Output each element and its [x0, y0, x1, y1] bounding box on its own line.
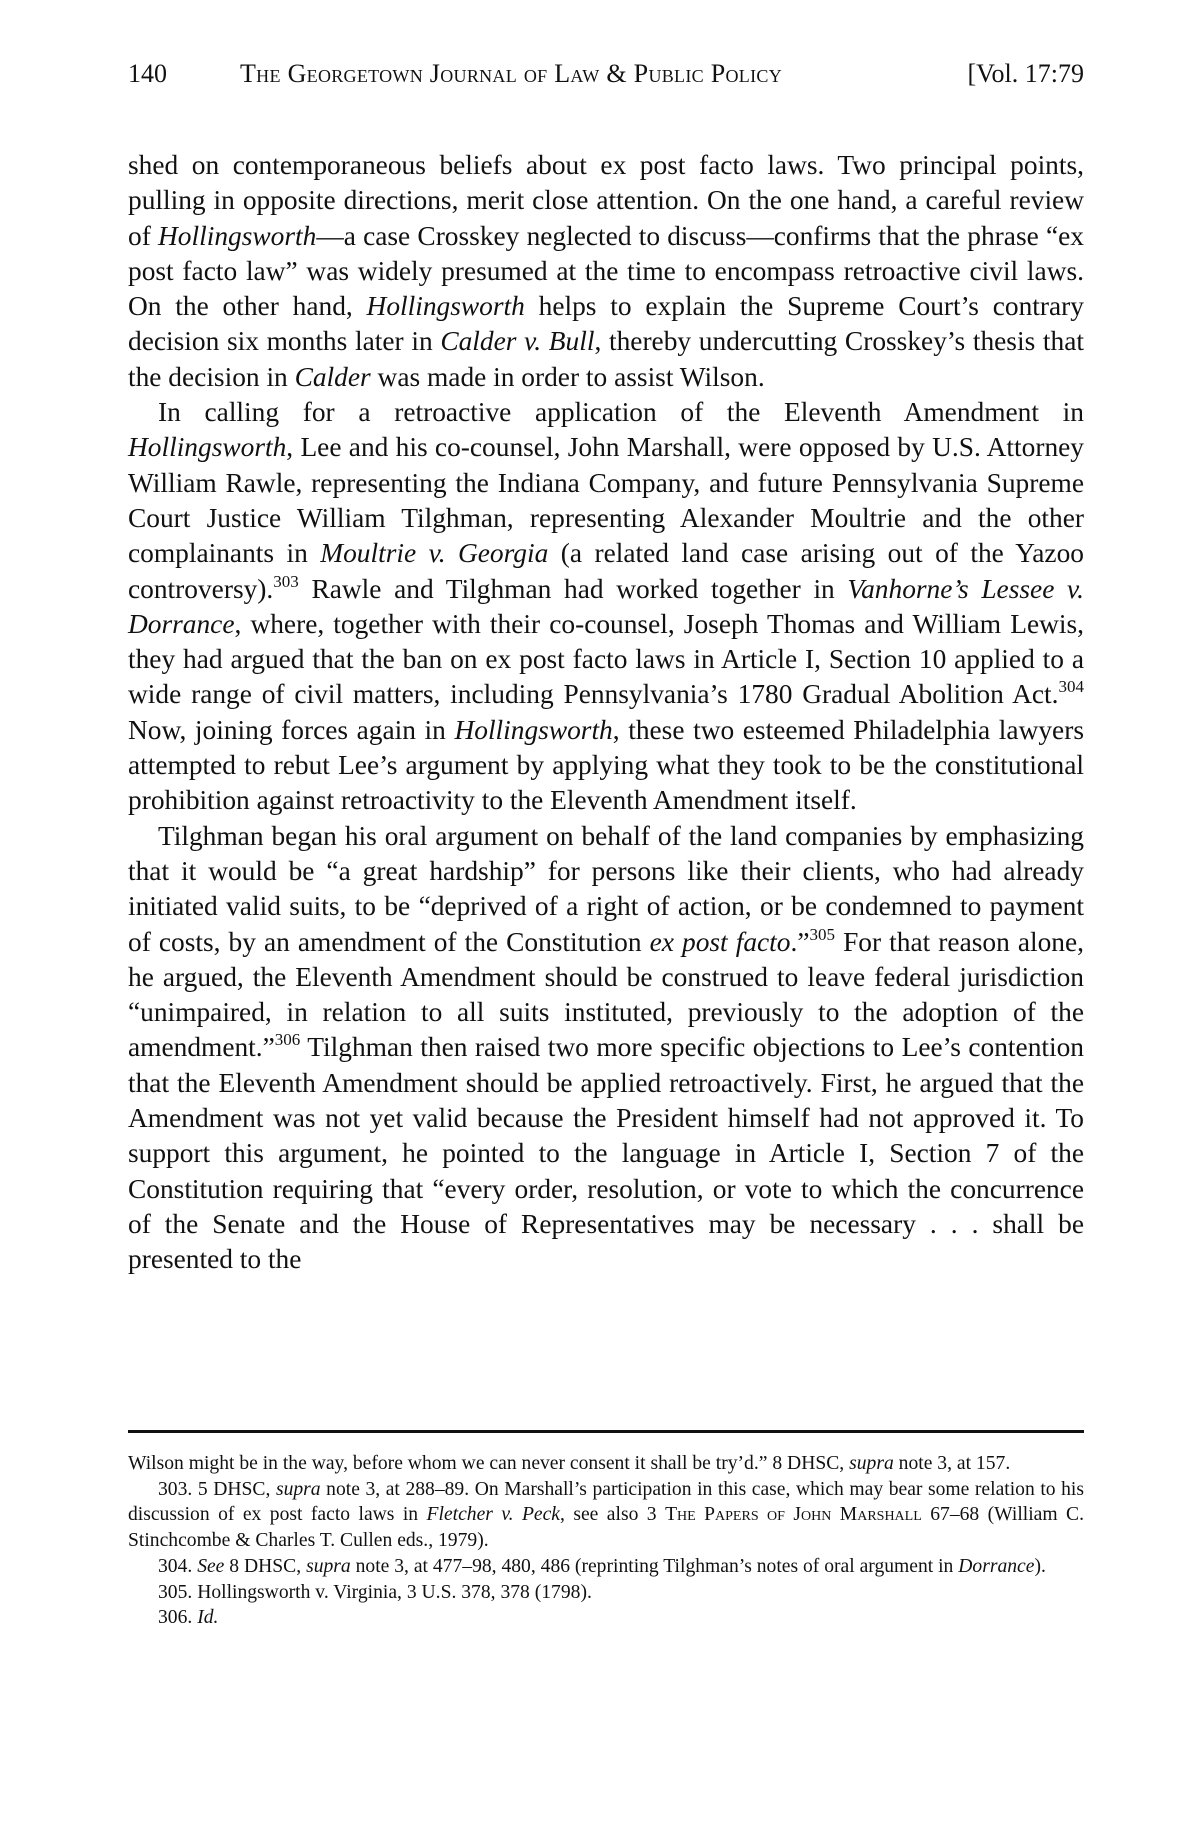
paragraph [128, 395, 1084, 819]
text-run: (a related land case arising out of the Yazoo controversy). [128, 538, 1084, 604]
book-title: The Papers of John Marshall [665, 1504, 922, 1526]
text-run: note 3, at 477–98, 480, 486 (reprinting Tilghman’s notes of oral argument in [350, 1555, 959, 1577]
volume-citation: [Vol. 17:79 [967, 59, 1084, 88]
footnote [128, 1451, 1084, 1477]
text-run: 304. [158, 1555, 198, 1577]
footnote-marker: 303 [273, 571, 299, 591]
paragraph [128, 148, 1084, 395]
case-name: Moultrie v. Georgia [320, 538, 549, 569]
text-run: , Lee and his co-counsel, John Marshall, were opposed by U.S. Attorney William Rawle, representing the Indiana Company, and future Pennsylvania Supreme Court Justice William Tilghman, representing Alexander Moultrie and the other complainants in [128, 432, 1084, 569]
footnote-divider [128, 1430, 1084, 1433]
case-name: Calder v. Bull [440, 326, 595, 357]
text-run: 8 DHSC, [224, 1555, 307, 1577]
case-name: Hollingsworth [128, 432, 287, 463]
text-run: 306. [158, 1607, 198, 1629]
text-run: Rawle and Tilghman had worked together in [298, 573, 848, 604]
footnote [128, 1580, 1084, 1606]
case-name: Vanhorne’s Lessee v. Dorrance [128, 573, 1084, 639]
case-name: Hollingsworth [158, 220, 317, 251]
text-run: ). [1034, 1555, 1046, 1577]
text-run: In calling for a retroactive application of the Eleventh Amendment in [158, 397, 1084, 428]
text-run: For that reason alone, he argued, the Eleventh Amendment should be construed to leave federal jurisdiction “unimpaired, in relation to all suits instituted, previously to the adoption of the amendment.” [128, 926, 1084, 1063]
text-run: was made in order to assist Wilson. [370, 361, 765, 392]
text-run: , see also 3 [560, 1504, 666, 1526]
signal: Id. [197, 1607, 219, 1629]
main-text [128, 148, 1084, 1278]
footnote-marker: 306 [274, 1030, 301, 1050]
page-number: 140 [128, 59, 167, 88]
text-run: Now, joining forces again in [128, 714, 455, 745]
text-run: helps to explain the Supreme Court’s contrary decision six months later in [128, 291, 1084, 357]
footnote [128, 1554, 1084, 1580]
text-run: 305. Hollingsworth v. Virginia, 3 U.S. 378, 378 (1798). [158, 1581, 592, 1603]
text-run: , thereby undercutting Crosskey’s thesis that the decision in [128, 326, 1085, 392]
text-run: , these two esteemed Philadelphia lawyers attempted to rebut Lee’s argument by applying what they took to be the constitutional prohibition against retroactivity to the Eleventh Amendment itself. [128, 714, 1084, 816]
case-name: Calder [294, 361, 371, 392]
text-run: 303. 5 DHSC, [158, 1478, 276, 1500]
text-run: 67–68 (William C. Stinchcombe & Charles T. Cullen eds., 1979). [128, 1504, 1085, 1552]
text-run: Wilson might be in the way, before whom we can never consent it shall be try’d.” 8 DHSC, [128, 1453, 850, 1474]
signal: See [197, 1555, 225, 1577]
case-name: Hollingsworth [366, 291, 525, 322]
text-run: Tilghman then raised two more specific objections to Lee’s contention that the Eleventh Amendment should be applied retroactively. First, he argued that the Amendment was not yet valid because the President himself had not approved it. To support this argument, he pointed to the language in Article I, Section 7 of the Constitution requiring that “every order, resolution, or vote to which the concurrence of the Senate and the House of Representatives may be necessary . . . shall be presented to the [128, 1032, 1084, 1275]
signal: supra [275, 1478, 321, 1500]
signal: supra [306, 1555, 351, 1577]
text-run: —a case Crosskey neglected to discuss—confirms that the phrase “ex post facto law” was widely presumed at the time to encompass retroactive civil laws. On the other hand, [128, 220, 1084, 322]
text-run: Tilghman began his oral argument on behalf of the land companies by emphasizing that it would be “a great hardship” for persons like their clients, who had already initiated valid suits, to be “deprived of a right of action, or be condemned to payment of costs, by an amendment of the Constitution [128, 820, 1084, 957]
footnote-marker: 305 [809, 924, 836, 944]
signal: supra [849, 1453, 894, 1474]
text-run: shed on contemporaneous beliefs about ex post facto laws. Two principal points, pulling in opposite directions, merit close attention. On the one hand, a careful review of [128, 150, 1084, 251]
text-run: , where, together with their co-counsel, Joseph Thomas and William Lewis, they had argued that the ban on ex post facto laws in Article I, Section 10 applied to a wide range of civil matters, including Pennsylvania’s 1780 Gradual Abolition Act. [128, 608, 1084, 710]
paragraph [128, 819, 1084, 1278]
case-name: Fletcher v. Peck [426, 1504, 560, 1526]
text-run: .” [790, 926, 810, 957]
case-name: Hollingsworth [454, 714, 613, 745]
text-run: note 3, at 288–89. On Marshall’s participation in this case, which may bear some relation to his discussion of ex post facto laws in [128, 1478, 1084, 1526]
footnote [128, 1477, 1084, 1554]
journal-title: The Georgetown Journal of Law & Public Policy [240, 59, 782, 88]
running-header [128, 56, 1084, 92]
case-name: Dorrance [958, 1555, 1035, 1577]
footnote [128, 1605, 1084, 1631]
text-run: note 3, at 157. [893, 1453, 1011, 1474]
footnotes [128, 1451, 1084, 1631]
emphasis: ex post facto [649, 926, 791, 957]
footnote-marker: 304 [1058, 677, 1084, 697]
